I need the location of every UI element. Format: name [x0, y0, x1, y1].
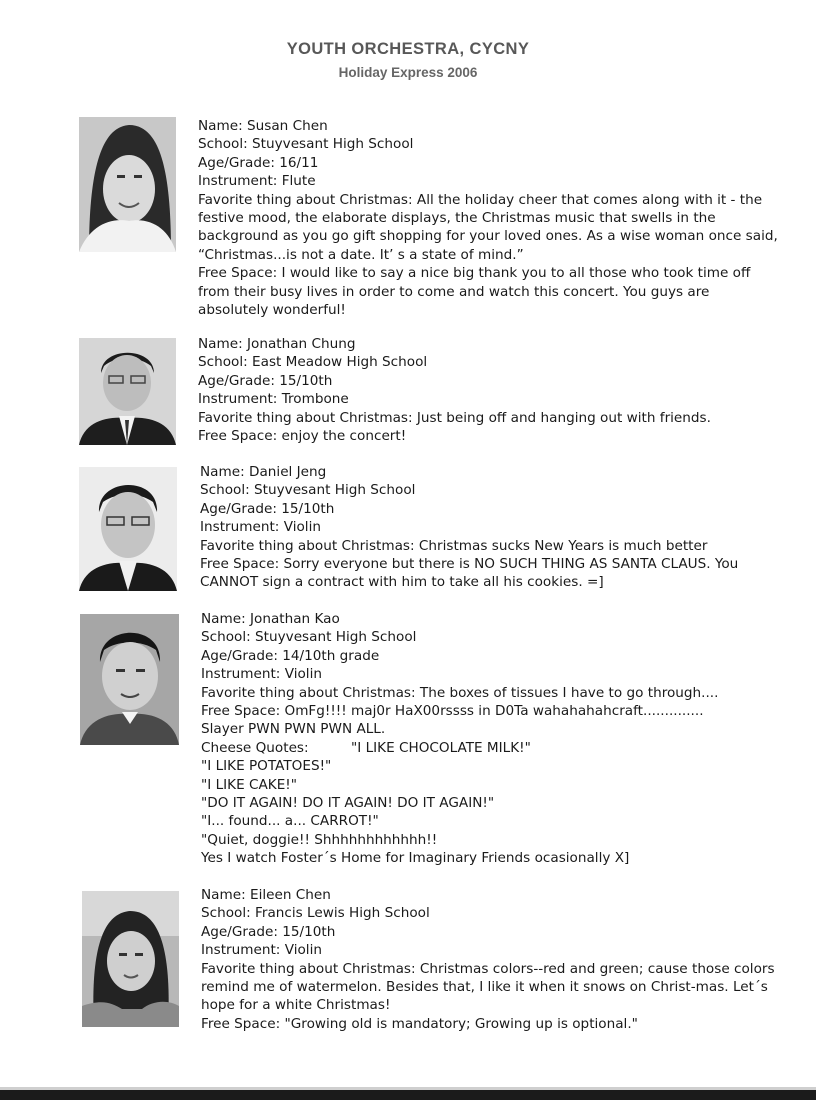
cheese-quotes-label: Cheese Quotes: — [201, 739, 309, 756]
profile-photo-susan-chen — [79, 117, 176, 252]
profile-school: School: East Meadow High School — [198, 354, 428, 371]
profile-text-susan-chen — [198, 117, 783, 319]
profile-school: School: Francis Lewis High School — [201, 905, 430, 922]
profile-name: Name: Daniel Jeng — [200, 464, 327, 480]
profile-photo-eileen-chen — [82, 891, 179, 1027]
profile-instrument: Instrument: Violin — [201, 942, 322, 959]
profile-school: School: Stuyvesant High School — [198, 136, 414, 153]
profile-instrument: Instrument: Trombone — [198, 391, 349, 408]
profile-favorite: Favorite thing about Christmas: All the holiday cheer that comes along with it - the festive mood, the elaborate displays, the Christmas music that swells in the background as you go gift shopping for your loved ones. As a wise woman once said, “Christmas...is not a date. It’ s a state of mind.” — [198, 191, 778, 263]
profile-photo-daniel-jeng — [79, 467, 177, 591]
profile-text-daniel-jeng — [200, 463, 785, 592]
profile-free-space: Free Space: OmFg!!!! maj0r HaX00rssss in D0Ta wahahahahcraft.............. — [201, 703, 704, 720]
profile-text-eileen-chen — [201, 886, 786, 1033]
profile-name: Name: Eileen Chen — [201, 887, 331, 903]
page-subtitle: Holiday Express 2006 — [338, 65, 478, 80]
profile-age-grade: Age/Grade: 15/10th — [201, 923, 336, 940]
cheese-quote: "DO IT AGAIN! DO IT AGAIN! DO IT AGAIN!" — [201, 795, 495, 812]
profile-cheese-quotes — [201, 739, 786, 757]
profile-text-jonathan-chung — [198, 335, 783, 445]
profile-closing-note: Yes I watch Foster´s Home for Imaginary Friends ocasionally X] — [201, 850, 630, 867]
profile-favorite: Favorite thing about Christmas: The boxes of tissues I have to go through.... — [201, 684, 719, 701]
profile-age-grade: Age/Grade: 15/10th — [200, 500, 335, 517]
profile-name: Name: Jonathan Chung — [198, 336, 356, 352]
profile-age-grade: Age/Grade: 14/10th grade — [201, 647, 380, 664]
profile-favorite: Favorite thing about Christmas: Just being off and hanging out with friends. — [198, 409, 711, 426]
profile-instrument: Instrument: Violin — [201, 666, 322, 683]
cheese-quote: "I LIKE POTATOES!" — [201, 758, 332, 775]
profile-free-space-continued: Slayer PWN PWN PWN ALL. — [201, 721, 386, 738]
profile-free-space: Free Space: enjoy the concert! — [198, 428, 407, 445]
profile-age-grade: Age/Grade: 16/11 — [198, 154, 319, 171]
profile-school: School: Stuyvesant High School — [201, 629, 417, 646]
cheese-quote: "Quiet, doggie!! Shhhhhhhhhhhh!! — [201, 831, 438, 848]
profile-free-space: Free Space: "Growing old is mandatory; Growing up is optional." — [201, 1015, 638, 1032]
cheese-quote: "I LIKE CAKE!" — [201, 776, 297, 793]
profile-photo-jonathan-chung — [79, 338, 176, 445]
profile-text-jonathan-kao — [201, 610, 786, 868]
profile-favorite: Favorite thing about Christmas: Christmas sucks New Years is much better — [200, 537, 708, 554]
profile-name: Name: Susan Chen — [198, 118, 328, 134]
profile-instrument: Instrument: Violin — [200, 519, 321, 536]
page-header — [0, 40, 816, 80]
profile-free-space: Free Space: I would like to say a nice big thank you to all those who took time off from their busy lives in order to come and watch this concert. You guys are absolutely wonderful! — [198, 265, 751, 319]
profile-age-grade: Age/Grade: 15/10th — [198, 372, 333, 389]
cheese-quote: "I LIKE CHOCOLATE MILK!" — [351, 739, 531, 756]
profile-instrument: Instrument: Flute — [198, 173, 316, 190]
profile-free-space: Free Space: Sorry everyone but there is NO SUCH THING AS SANTA CLAUS. You CANNOT sign a contract with him to take all his cookies. =] — [200, 556, 739, 591]
profile-name: Name: Jonathan Kao — [201, 611, 340, 627]
profile-favorite: Favorite thing about Christmas: Christmas colors--red and green; cause those colors remind me of watermelon. Besides that, I like it when it snows on Christ-mas. Let´s hope for a white Christmas! — [201, 960, 775, 1014]
page-title: YOUTH ORCHESTRA, CYCNY — [286, 40, 530, 58]
bottom-edge-bar — [0, 1090, 816, 1100]
profile-school: School: Stuyvesant High School — [200, 482, 416, 499]
cheese-quote: "I... found... a... CARROT!" — [201, 813, 379, 830]
profile-photo-jonathan-kao — [80, 614, 179, 745]
